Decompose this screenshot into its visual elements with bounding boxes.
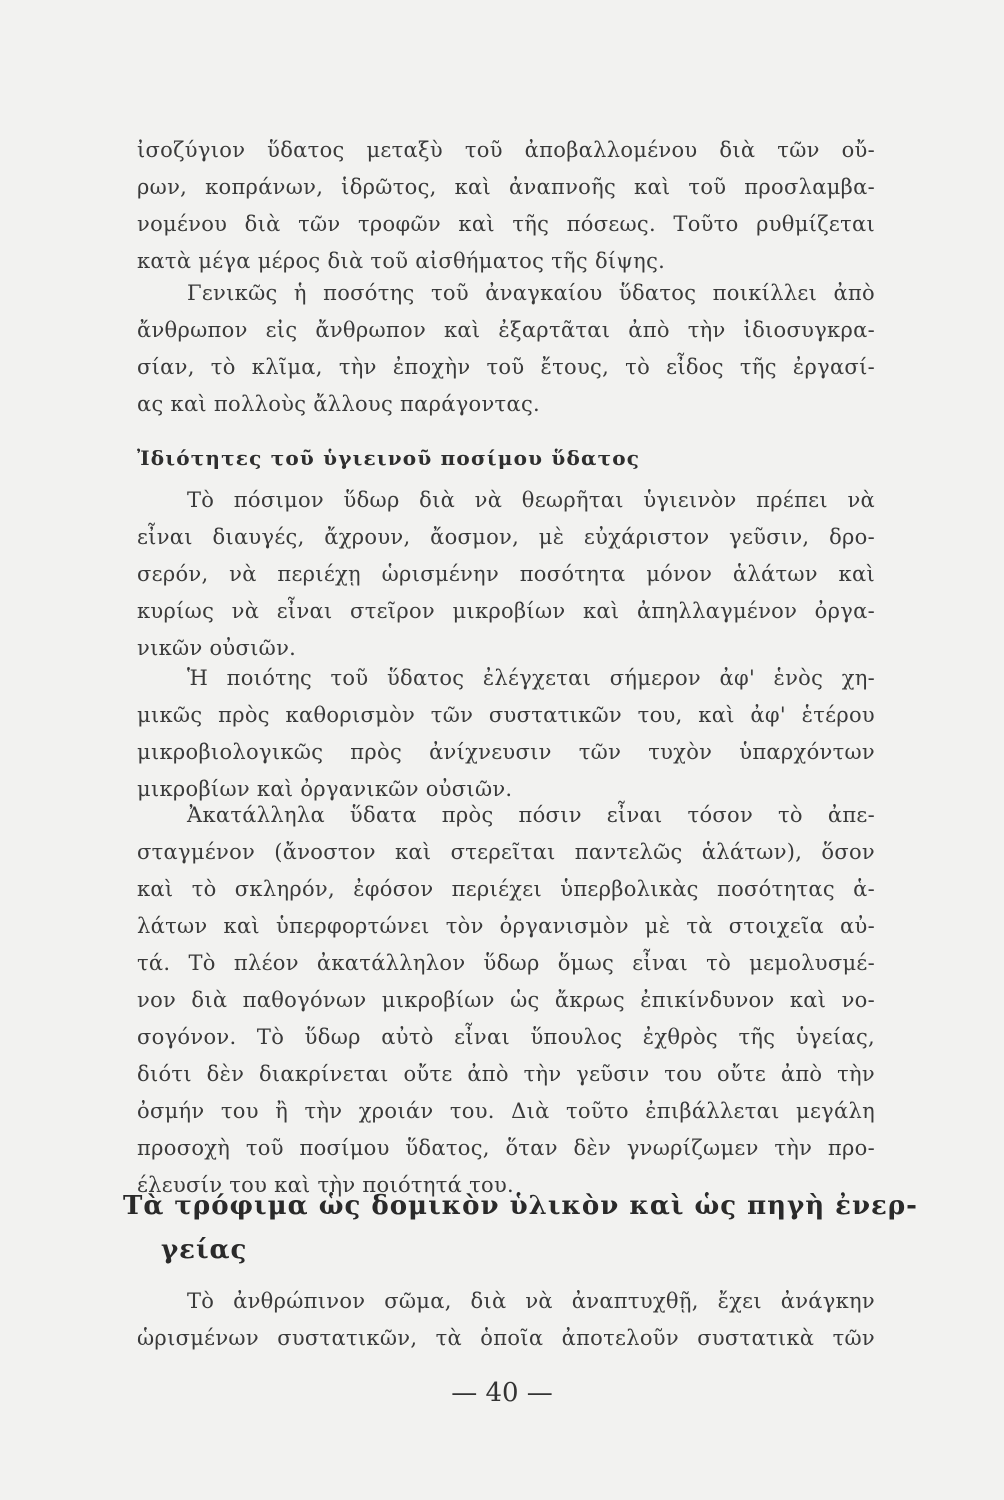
text-line: ρων, κοπράνων, ἱδρῶτος, καὶ ἀναπνοῆς καὶ τοῦ προσλαμβα- xyxy=(137,175,875,199)
text-line: προσοχὴ τοῦ ποσίμου ὕδατος, ὅταν δὲν γνωρίζωμεν τὴν προ- xyxy=(137,1136,875,1160)
text-line: νον διὰ παθογόνων μικροβίων ὡς ἄκρως ἐπικίνδυνον καὶ νο- xyxy=(137,988,875,1012)
text-line: διότι δὲν διακρίνεται οὔτε ἀπὸ τὴν γεῦσιν του οὔτε ἀπὸ τὴν xyxy=(137,1062,875,1086)
text-line: μικῶς πρὸς καθορισμὸν τῶν συστατικῶν του, καὶ ἀφ' ἑτέρου xyxy=(137,703,875,727)
paragraph-water-balance xyxy=(137,132,875,280)
paragraph-unsuitable-water xyxy=(137,797,875,1204)
paragraph-water-quality-control xyxy=(137,660,875,808)
text-line: σταγμένον (ἄνοστον καὶ στερεῖται παντελῶς ἁλάτων), ὅσον xyxy=(137,840,875,864)
text-line: Ἡ ποιότης τοῦ ὕδατος ἐλέγχεται σήμερον ἀφ' ἑνὸς χη- xyxy=(187,666,875,690)
text-line: σερόν, νὰ περιέχῃ ὡρισμένην ποσότητα μόνον ἁλάτων καὶ xyxy=(137,562,875,586)
paragraph-human-body xyxy=(137,1283,875,1357)
section-heading-foods: Τὰ τρόφιμα ὡς δομικὸν ὑλικὸν καὶ ὡς πηγὴ ἐνερ- xyxy=(123,1191,918,1221)
page-number: — 40 — xyxy=(451,1378,553,1408)
section-heading-water-properties-wrap xyxy=(137,438,875,478)
text-line: Τὸ πόσιμον ὕδωρ διὰ νὰ θεωρῆται ὑγιεινὸν πρέπει νὰ xyxy=(187,488,875,512)
text-line: μικροβιολογικῶς πρὸς ἀνίχνευσιν τῶν τυχὸν ὑπαρχόντων xyxy=(137,740,875,764)
text-line: Ἀκατάλληλα ὕδατα πρὸς πόσιν εἶναι τόσον τὸ ἀπε- xyxy=(187,803,875,827)
text-line: ἰσοζύγιον ὕδατος μεταξὺ τοῦ ἀποβαλλομένου διὰ τῶν οὔ- xyxy=(137,138,875,162)
text-line: καὶ τὸ σκληρόν, ἐφόσον περιέχει ὑπερβολικὰς ποσότητας ἁ- xyxy=(137,877,875,901)
paragraph-potable-water xyxy=(137,482,875,667)
text-line: νομένου διὰ τῶν τροφῶν καὶ τῆς πόσεως. Τοῦτο ρυθμίζεται xyxy=(137,212,875,236)
text-line: Τὸ ἀνθρώπινον σῶμα, διὰ νὰ ἀναπτυχθῇ, ἔχει ἀνάγκην xyxy=(187,1289,875,1313)
text-line: μικροβίων καὶ ὀργανικῶν οὐσιῶν. xyxy=(137,777,513,801)
text-line: ας καὶ πολλοὺς ἄλλους παράγοντας. xyxy=(137,392,540,416)
text-line: τά. Τὸ πλέον ἀκατάλληλον ὕδωρ ὅμως εἶναι τὸ μεμολυσμέ- xyxy=(137,951,875,975)
text-line: έλευσίν του καὶ τὴν ποιότητά του. xyxy=(137,1173,514,1197)
text-line: ὡρισμένων συστατικῶν, τὰ ὁποῖα ἀποτελοῦν συστατικὰ τῶν xyxy=(137,1326,875,1350)
text-line: λάτων καὶ ὑπερφορτώνει τὸν ὀργανισμὸν μὲ τὰ στοιχεῖα αὐ- xyxy=(137,914,875,938)
text-line: εἶναι διαυγές, ἄχρουν, ἄοσμον, μὲ εὐχάριστον γεῦσιν, δρο- xyxy=(137,525,875,549)
text-line: ὀσμήν του ἢ τὴν χροιάν του. Διὰ τοῦτο ἐπιβάλλεται μεγάλη xyxy=(137,1099,875,1123)
section-heading-foods-continued: γείας xyxy=(161,1235,248,1265)
section-heading-water-properties: Ἰδιότητες τοῦ ὑγιεινοῦ ποσίμου ὕδατος xyxy=(137,446,641,470)
text-line: κυρίως νὰ εἶναι στεῖρον μικροβίων καὶ ἀπηλλαγμένον ὀργα- xyxy=(137,599,875,623)
text-line: κατὰ μέγα μέρος διὰ τοῦ αἰσθήματος τῆς δίψης. xyxy=(137,249,666,273)
section-heading-foods-wrap xyxy=(123,1184,918,1272)
text-line: νικῶν οὐσιῶν. xyxy=(137,636,297,660)
text-line: σογόνον. Τὸ ὕδωρ αὐτὸ εἶναι ὕπουλος ἐχθρὸς τῆς ὑγείας, xyxy=(137,1025,875,1049)
paragraph-water-quantity xyxy=(137,275,875,423)
text-line: ἄνθρωπον εἰς ἄνθρωπον καὶ ἐξαρτᾶται ἀπὸ τὴν ἰδιοσυγκρα- xyxy=(137,318,875,342)
text-line: σίαν, τὸ κλῖμα, τὴν ἐποχὴν τοῦ ἔτους, τὸ εἶδος τῆς ἐργασί- xyxy=(137,355,875,379)
text-line: Γενικῶς ἡ ποσότης τοῦ ἀναγκαίου ὕδατος ποικίλλει ἀπὸ xyxy=(187,281,875,305)
